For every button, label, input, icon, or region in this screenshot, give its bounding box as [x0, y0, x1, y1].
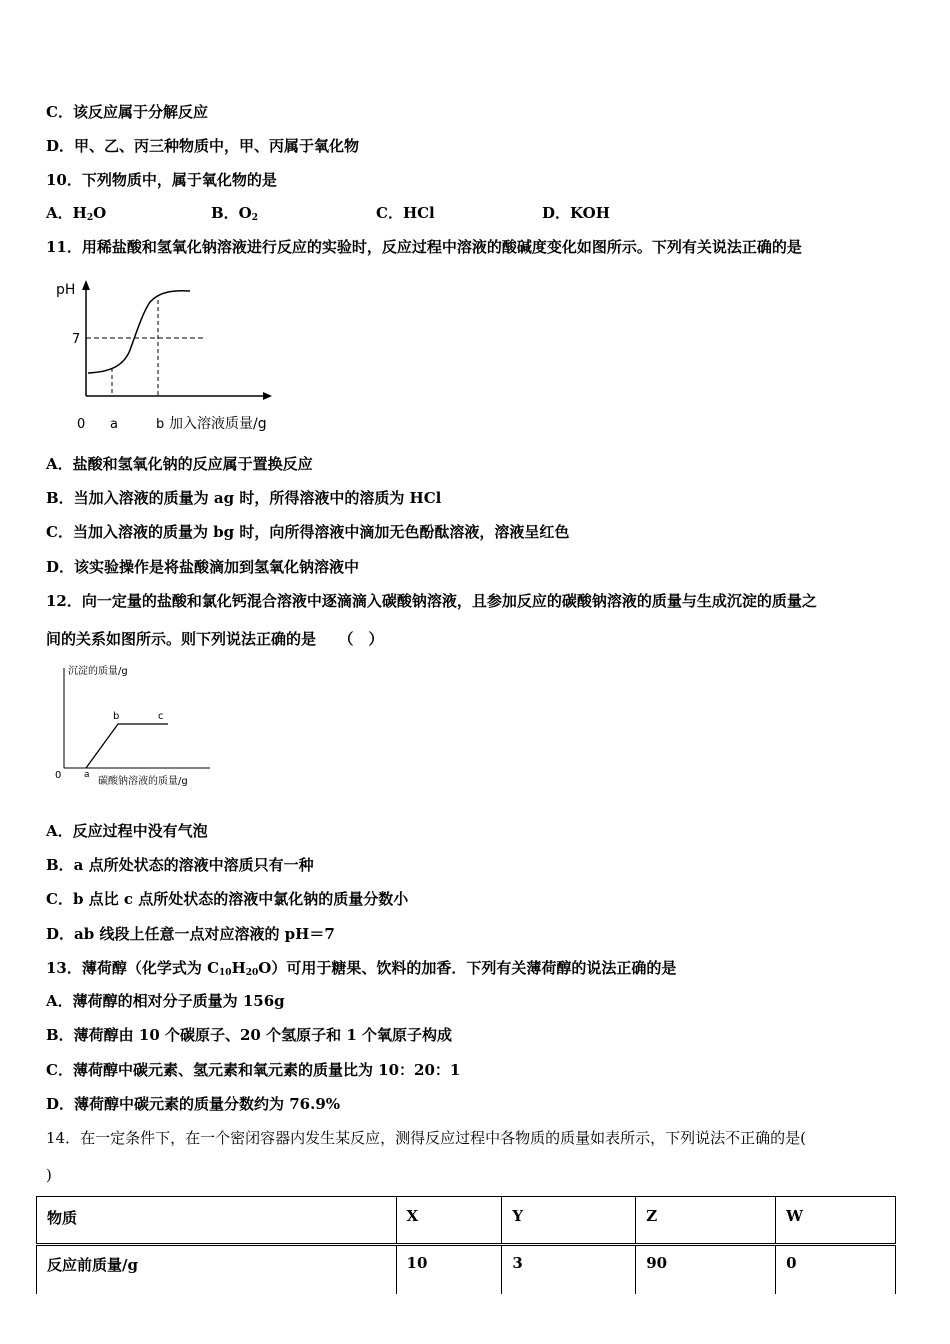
q10-option-b: B．$O_2$ [211, 204, 259, 223]
q12-x-label: 碳酸钠溶液的质量/g [98, 776, 188, 787]
table-header-row [37, 1197, 896, 1245]
q11-option-c: C．当加入溶液的质量为 bg 时，向所得溶液中滴加无色酚酞溶液，溶液呈红色 [46, 523, 570, 541]
q11-x-tick-a: a [110, 417, 118, 432]
q13-stem: 13．薄荷醇（化学式为 $C_{10}H_{20}O$）可用于糖果、饮料的加香．下列有关薄荷醇的说法正确的是 [46, 959, 677, 978]
q11-option-d: D．该实验操作是将盐酸滴加到氢氧化钠溶液中 [46, 558, 360, 576]
q12-option-b: B．a 点所处状态的溶液中溶质只有一种 [46, 856, 314, 874]
q12-point-c: c [158, 711, 164, 722]
q11-y-label: pH [56, 282, 76, 298]
q12-stem-line2: 间的关系如图所示。则下列说法正确的是 （ ） [46, 630, 384, 648]
q10-option-a: A．$H_2O$ [46, 204, 107, 223]
table-row [37, 1245, 896, 1295]
q12-point-a: a [84, 770, 90, 780]
q12-y-label: 沉淀的质量/g [68, 666, 128, 677]
q14-stem-line2: ) [46, 1166, 52, 1184]
table-cell: 0 [776, 1245, 896, 1295]
q11-y-tick-7: 7 [72, 332, 81, 347]
q12-option-c: C．b 点比 c 点所处状态的溶液中氯化钠的质量分数小 [46, 890, 409, 908]
q11-x-label: 加入溶液质量/g [169, 416, 267, 432]
q11-y-arrow [82, 280, 90, 290]
table-cell: 90 [636, 1245, 776, 1295]
q9-option-d: D．甲、乙、丙三种物质中，甲、丙属于氧化物 [46, 137, 360, 155]
table-header-cell: Z [636, 1197, 776, 1245]
q11-stem: 11．用稀盐酸和氢氧化钠溶液进行反应的实验时，反应过程中溶液的酸碱度变化如图所示。下列有关说法正确的是 [46, 238, 802, 256]
q11-x-arrow [263, 392, 272, 400]
q13-option-c: C．薄荷醇中碳元素、氢元素和氧元素的质量比为 10：20：1 [46, 1061, 461, 1079]
table-header-cell: Y [502, 1197, 636, 1245]
q14-mass-table [36, 1196, 896, 1294]
q10-options [46, 203, 646, 223]
q12-data-line [86, 724, 168, 768]
table-cell: 反应前质量/g [37, 1245, 397, 1295]
q12-precipitate-graph [50, 658, 230, 793]
q13-option-a: A．薄荷醇的相对分子质量为 156g [46, 992, 285, 1010]
q10-option-d: D．KOH [542, 204, 610, 222]
q10-option-c: C．HCl [376, 204, 435, 222]
table-header-cell: W [776, 1197, 896, 1245]
q12-option-d: D．ab 线段上任意一点对应溶液的 pH＝7 [46, 925, 335, 943]
q11-option-b: B．当加入溶液的质量为 ag 时，所得溶液中的溶质为 HCl [46, 489, 442, 507]
q11-ph-graph [50, 274, 300, 439]
q12-stem-line1: 12．向一定量的盐酸和氯化钙混合溶液中逐滴滴入碳酸钠溶液，且参加反应的碳酸钠溶液的质量与生成沉淀的质量之 [46, 592, 817, 610]
q11-x-tick-b: b [156, 417, 165, 432]
q14-stem-line1: 14．在一定条件下，在一个密闭容器内发生某反应，测得反应过程中各物质的质量如表所示，下列说法不正确的是( [46, 1129, 806, 1147]
table-cell: 10 [396, 1245, 502, 1295]
q11-origin: 0 [77, 417, 86, 432]
q11-ph-curve [88, 291, 190, 373]
q13-option-b: B．薄荷醇由 10 个碳原子、20 个氢原子和 1 个氧原子构成 [46, 1026, 452, 1044]
table-header-cell: 物质 [37, 1197, 397, 1245]
q12-option-a: A．反应过程中没有气泡 [46, 822, 208, 840]
q13-option-d: D．薄荷醇中碳元素的质量分数约为 76.9% [46, 1095, 341, 1113]
q11-option-a: A．盐酸和氢氧化钠的反应属于置换反应 [46, 455, 313, 473]
table-cell: 3 [502, 1245, 636, 1295]
q9-option-c: C．该反应属于分解反应 [46, 103, 208, 121]
q10-stem: 10．下列物质中，属于氧化物的是 [46, 171, 277, 189]
q12-origin: 0 [55, 770, 62, 781]
q12-point-b: b [113, 711, 120, 722]
table-header-cell: X [396, 1197, 502, 1245]
